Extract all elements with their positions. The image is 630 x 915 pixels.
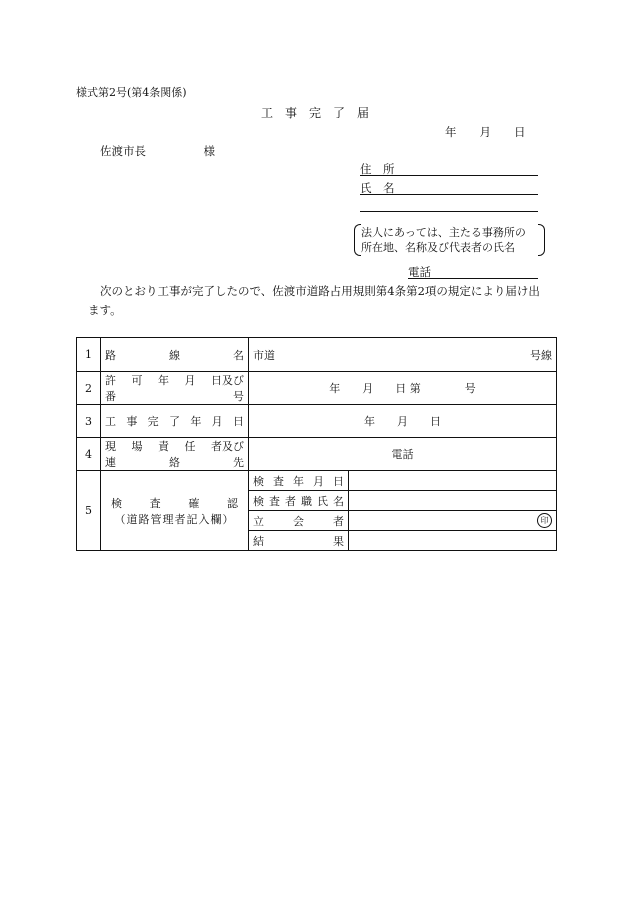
result-cell[interactable]: [349, 531, 557, 551]
label-char: 任: [184, 440, 196, 453]
label-char: 確: [188, 496, 200, 510]
label-char: 日及び: [211, 374, 244, 387]
label-char: 先: [233, 456, 244, 469]
site-manager-label-line2: [105, 454, 244, 470]
label-char: 完: [147, 415, 159, 428]
label-char: 査: [149, 496, 161, 510]
label-char: 日: [333, 474, 344, 488]
label-char: 了: [168, 415, 180, 428]
label-char: 可: [131, 374, 143, 387]
label-char: 年: [190, 415, 202, 428]
route-name-label: [101, 338, 249, 372]
label-char: 年: [158, 374, 169, 387]
label-char: 名: [233, 348, 244, 362]
witness-cell[interactable]: [349, 511, 557, 531]
name-label: 氏 名: [360, 181, 395, 195]
note-bracket-left: [354, 224, 361, 256]
submission-date: 年 月 日: [445, 125, 526, 139]
label-char: 号: [233, 390, 244, 403]
label-char: 者及び: [211, 440, 244, 453]
label-char: 事: [126, 415, 138, 428]
label-char: 場: [131, 440, 143, 453]
body-text-line1: 次のとおり工事が完了したので、佐渡市道路占用規則第4条第2項の規定により届け出: [100, 284, 540, 298]
justified-label: [105, 413, 244, 429]
label-char: 路: [105, 348, 116, 362]
label-char: 氏: [317, 494, 328, 508]
label-char: 認: [226, 496, 238, 510]
label-char: 名: [333, 494, 344, 508]
label-char: 者: [285, 494, 296, 508]
table-row-permit: [77, 372, 557, 405]
label-char: 年: [293, 474, 304, 488]
label-char: 月: [313, 474, 324, 488]
completion-table: [76, 337, 557, 551]
label-char: 立: [253, 514, 264, 528]
site-manager-cell[interactable]: 電話: [249, 438, 557, 471]
label-char: 月: [184, 374, 196, 387]
inspection-label: [101, 471, 249, 551]
inspection-date-cell[interactable]: [349, 471, 557, 491]
route-prefix: 市道: [253, 348, 275, 362]
seal-mark: 印: [537, 513, 552, 528]
label-char: 責: [158, 440, 169, 453]
label-char: 職: [301, 494, 312, 508]
address-label: 住 所: [360, 162, 395, 176]
permit-label-line2: [105, 388, 244, 404]
label-char: 連: [105, 456, 116, 469]
table-row-completion-date: [77, 405, 557, 438]
completion-date-label: [101, 405, 249, 438]
addressee: 佐渡市長 様: [100, 144, 215, 158]
row-number: 4: [77, 438, 101, 471]
phone-line[interactable]: [408, 278, 538, 279]
label-char: 許: [105, 374, 116, 387]
phone-label: 電話: [408, 265, 431, 279]
inspector-cell[interactable]: [349, 491, 557, 511]
address-line[interactable]: [360, 175, 538, 176]
sub-label-inspector: [249, 491, 349, 511]
label-char: 月: [211, 415, 223, 428]
label-char: 現: [105, 440, 116, 453]
route-name-cell[interactable]: [249, 338, 557, 372]
label-char: 線: [169, 348, 180, 362]
sub-label-inspection-date: [249, 471, 349, 491]
site-manager-label-line1: [105, 438, 244, 454]
justified-label: [253, 473, 344, 489]
table-row-site-manager: [77, 438, 557, 471]
route-name-value: [253, 347, 552, 363]
inspection-label-line2: （道路管理者記入欄）: [114, 512, 235, 526]
table-row-route: [77, 338, 557, 372]
justified-label: [253, 513, 344, 529]
row-number: 1: [77, 338, 101, 372]
label-char: 検: [253, 474, 264, 488]
label-char: 検: [253, 494, 264, 508]
table-row-inspection: [77, 471, 557, 491]
justified-label: [253, 533, 344, 549]
permit-label: [101, 372, 249, 405]
sub-label-witness: [249, 511, 349, 531]
completion-date-cell[interactable]: 年 月 日: [249, 405, 557, 438]
label-char: 番: [105, 390, 116, 403]
site-manager-label: [101, 438, 249, 471]
label-char: 検: [111, 496, 122, 510]
sub-label-result: [249, 531, 349, 551]
note-bracket-right: [538, 224, 545, 256]
route-suffix: 号線: [530, 348, 552, 362]
label-char: 会: [293, 514, 304, 528]
label-char: 工: [105, 415, 116, 428]
permit-value-cell[interactable]: 年 月 日 第 号: [249, 372, 557, 405]
form-number-label: 様式第2号(第4条関係): [76, 86, 187, 99]
label-char: 絡: [169, 456, 180, 469]
name-line[interactable]: [360, 194, 538, 195]
body-text-line2: ます。: [88, 303, 122, 317]
justified-label: [105, 347, 244, 363]
row-number: 5: [77, 471, 101, 551]
document-title: 工 事 完 了 届: [260, 106, 369, 120]
corp-note-line1: 法人にあっては、主たる事務所の: [361, 226, 526, 239]
label-char: 査: [269, 494, 280, 508]
extra-line[interactable]: [360, 211, 538, 212]
label-char: 日: [232, 415, 244, 428]
label-char: 者: [333, 514, 344, 528]
permit-label-line1: [105, 372, 244, 388]
corp-note-line2: 所在地、名称及び代表者の氏名: [361, 241, 515, 254]
label-char: 果: [333, 534, 344, 548]
row-number: 2: [77, 372, 101, 405]
justified-label: [253, 493, 344, 509]
inspection-label-line1: [105, 495, 244, 511]
label-char: 査: [273, 474, 284, 488]
row-number: 3: [77, 405, 101, 438]
label-char: 結: [253, 534, 264, 548]
